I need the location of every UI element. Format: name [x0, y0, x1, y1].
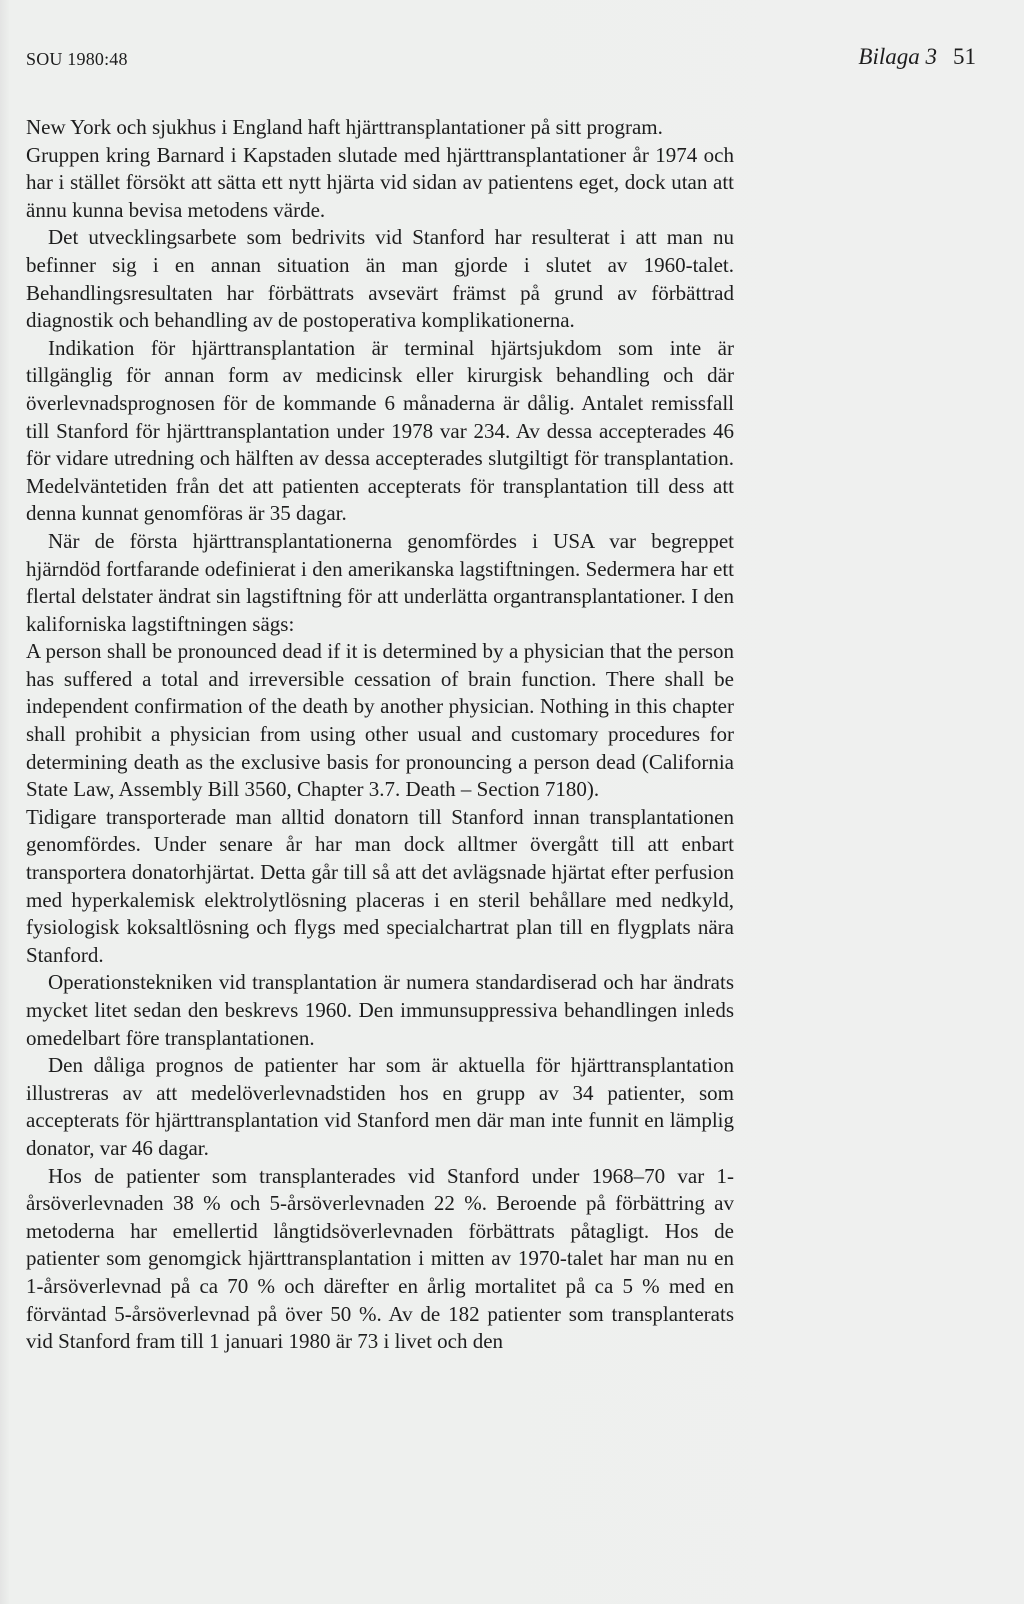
page-number: 51 — [953, 44, 976, 69]
paragraph: Tidigare transporterade man alltid donatorn till Stanford innan transplantationen genomfördes. Under senare år har man dock alltmer övergått till att enbart transportera donatorhjärtat. Detta går till så att det avlägsnade hjärtat efter perfusion med hyperkalemisk elektrolytlösning placeras i en steril behållare med nedkyld, fysiologisk koksaltlösning och flygs med specialchartrat plan till en flygplats nära Stanford. — [26, 804, 734, 967]
paragraph: Gruppen kring Barnard i Kapstaden slutade med hjärttransplantationer år 1974 och har i stället försökt att sätta ett nytt hjärta vid sidan av patientens eget, dock utan att ännu kunna bevisa metodens värde. — [26, 142, 734, 222]
paragraph: New York och sjukhus i England haft hjärttransplantationer på sitt program. — [26, 115, 663, 139]
paragraph: Indikation för hjärttransplantation är terminal hjärtsjukdom som inte är tillgänglig för annan form av medicinsk eller kirurgisk behandling och där överlevnadsprognosen för de kommande 6 månaderna är dålig. Antalet remissfall till Stanford för hjärttransplantation under 1978 var 234. Av dessa accepterades 46 för vidare utredning och hälften av dessa accepterades slutgiltigt för transplantation. Medelväntetiden från det att patienten accepterats för transplantation till dess att denna kunnat genomföras är 35 dagar. — [26, 335, 734, 526]
paragraph: Det utvecklingsarbete som bedrivits vid Stanford har resulterat i att man nu befinner sig i en annan situation än man gjorde i slutet av 1960-talet. Behandlingsresultaten har förbättrats avsevärt främst på grund av förbättrad diagnostik och behandling av de postoperativa komplikationerna. — [26, 225, 734, 333]
block-quote: A person shall be pronounced dead if it is determined by a physician that the person has suffered a total and irreversible cessation of brain function. There shall be independent confirmation of the death by another physician. Nothing in this chapter shall prohibit a physician from using other usual and customary procedures for determining death as the exclusive basis for pronouncing a person dead (California State Law, Assembly Bill 3560, Chapter 3.7. Death – Section 7180). — [26, 639, 734, 802]
paragraph: Operationstekniken vid transplantation är numera standardiserad och har ändrats mycket litet sedan den beskrevs 1960. Den immunsuppressiva behandlingen inleds omedelbart före transplantationen. — [26, 970, 734, 1050]
paragraph: Hos de patienter som transplanterades vid Stanford under 1968–70 var 1-årsöverlevnaden 38 % och 5-årsöverlevnaden 22 %. Beroende på förbättring av metoderna har emellertid långtidsöverlevnaden förbättrats påtagligt. Hos de patienter som genomgick hjärttransplantation i mitten av 1970-talet har man nu en 1-årsöverlevnad på ca 70 % och därefter en årlig mortalitet på ca 5 % med en förväntad 5-årsöverlevnad på över 50 %. Av de 182 patienter som transplanterats vid Stanford fram till 1 januari 1980 är 73 i livet och den — [26, 1163, 734, 1354]
page-header — [26, 44, 976, 74]
body-text — [26, 114, 734, 1356]
paragraph: Den dåliga prognos de patienter har som är aktuella för hjärttransplantation illustreras av att medelöverlevnadstiden hos en grupp av 34 patienter, som accepterats för hjärttransplantation vid Stanford men där man inte funnit en lämplig donator, var 46 dagar. — [26, 1053, 734, 1160]
report-id: SOU 1980:48 — [26, 49, 128, 69]
paragraph: När de första hjärttransplantationerna genomfördes i USA var begreppet hjärndöd fortfarande odefinierat i den amerikanska lagstiftningen. Sedermera har ett flertal delstater ändrat sin lagstiftning för att underlätta organtransplantationer. I den kaliforniska lagstiftningen sägs: — [26, 528, 734, 636]
section-label: Bilaga 3 — [858, 44, 937, 69]
section-and-page — [858, 44, 976, 70]
